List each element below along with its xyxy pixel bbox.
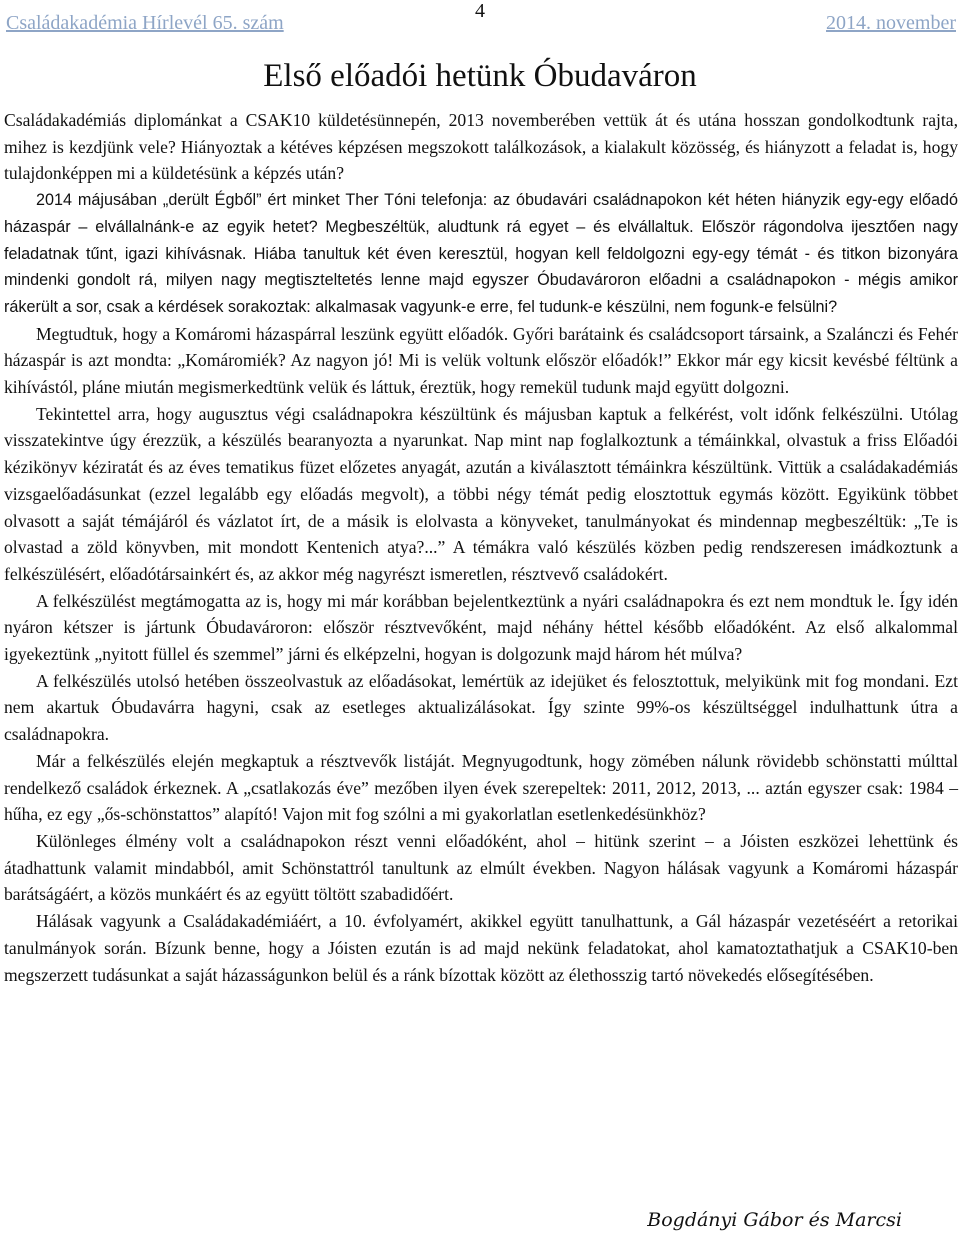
article-title: Első előadói hetünk Óbudaváron bbox=[263, 58, 697, 94]
paragraph-co-presenters: Megtudtuk, hogy a Komáromi házaspárral leszünk együtt előadók. Győri barátaink és családcsoport társaink, a Szalánczi és Fehér házaspár is azt mondta: „Komáromiék? Az nagyon jó! Mi is velük voltunk először előadók!” Ekkor már egy kicsit kevésbé féltünk a kihívástól, pláne miután megismerkedtünk velük és láttuk, éreztük, hogy remekül tudunk majd együtt dolgozni. bbox=[4, 323, 958, 398]
paragraph-invitation: 2014 májusában „derült Égből” ért minket Ther Tóni telefonja: az óbudavári családnapokon két héten hiányzik egy-egy előadó házaspár – elvállalnánk-e az egyik hetet? Megbeszéltük, aludtunk rá egyet – és elvállaltuk. Először rágondolva ijesztően nagy feladatnak tűnt, igazi kihívásnak. Hiába tanultuk két éven keresztül, hogyan kell feldolgozni egy-egy témát - és titkon bizonyára mindenki gondolt rá, milyen nagy megtiszteltetés lenne majd egyszer Óbudavároron előadni a családnapokon - mégis amikor rákerült a sor, csak a kérdések sorakoztak: alkalmasak vagyunk-e erre, fel tudunk-e készülni, nem fogunk-e felsülni? bbox=[4, 191, 958, 316]
article-body bbox=[4, 107, 958, 988]
paragraph-intro: Családakadémiás diplománkat a CSAK10 küldetésünnepén, 2013 novemberében vettük át és utána hosszan gondolkodtunk rajta, mihez is kezdjünk vele? Hiányoztak a kétéves képzésen megszokott találkozások, a kialakult közösség, és hiányzott a feladat is, hogy tulajdonképpen mi a küldetésünk a képzés után? bbox=[4, 110, 958, 184]
page-header bbox=[0, 0, 960, 38]
paragraph-participants: Már a felkészülés elején megkaptuk a résztvevők listáját. Megnyugodtunk, hogy zömében nálunk rövidebb schönstatti múlttal rendelkező családok érkeznek. A „csatlakozás éve” mezőben ilyen évek szerepeltek: 2011, 2012, 2013, ... aztán egyszer csak: 1984 – hűha, ez egy „ős-schönstattos” alapító! Vajon mit fog szólni a mi gyakorlatlan esetlenkedésünkhöz? bbox=[4, 750, 958, 825]
author-signature: Bogdányi Gábor és Marcsi bbox=[647, 1209, 902, 1231]
date-link[interactable]: 2014. november bbox=[826, 12, 956, 34]
paragraph-experience: Különleges élmény volt a családnapokon részt venni előadóként, ahol – hitünk szerint – a Jóisten eszközei lehettünk és átadhattunk valamit mindabból, amit Schönstattról tanultunk az elmúlt években. Nagyon hálásak vagyunk a Komáromi házaspár barátságáért, a közös munkáért és az együtt töltött szabadidőért. bbox=[4, 830, 958, 905]
publication-link[interactable]: Családakadémia Hírlevél 65. szám bbox=[6, 12, 284, 34]
paragraph-gratitude: Hálásak vagyunk a Családakadémiáért, a 10. évfolyamért, akikkel együtt tanulhattunk, a Gál házaspár vezetéséért a retorikai tanulmányok során. Bízunk benne, hogy a Jóisten ezután is ad majd nekünk feladatokat, ahol kamatoztathatjuk a CSAK10-ben megszerzett tudásunkat a saját házasságunkon belül és a ránk bízottak között az élethosszig tartó növekedés elősegítésében. bbox=[4, 911, 958, 985]
paragraph-preparation: Tekintettel arra, hogy augusztus végi családnapokra készültünk és májusban kaptuk a felkérést, volt időnk felkészülni. Utólag visszatekintve úgy érezzük, a készülés bearanyozta a nyarunkat. Nap mint nap foglalkoztunk a témáinkkal, olvastuk a friss Előadói kézikönyv kéziratát és az éves tematikus füzet előzetes anyagát, azután a kiválasztott témáinkra készültünk. Vittük a családakadémiás vizsgaelőadásunkat (ezzel legalább egy előadás megvolt), a többi négy témát pedig elosztottuk egymás között. Egyikünk többet olvasott a saját témájáról és vázlatot írt, de a másik is elolvasta a könyveket, tanulmányokat és mindennap megbeszéltük: „Te is olvastad a zöld könyvben, mit mondott Kentenich atya?...” A témákra való készülés közben pedig rendszeresen imádkoztunk a felkészülésért, előadótársainkért és, az akkor még nagyrészt ismeretlen, résztvevő családokért. bbox=[4, 403, 958, 584]
paragraph-final-week: A felkészülés utolsó hetében összeolvastuk az előadásokat, lemértük az idejüket és felosztottuk, melyikünk mit fog mondani. Ezt nem akartuk Óbudavárra hagyni, csak az esetleges aktualizálásokat. Így szinte 99%-os készültséggel indulhattunk útra a családnapokra. bbox=[4, 670, 958, 745]
paragraph-summer-visit: A felkészülést megtámogatta az is, hogy mi már korábban bejelentkeztünk a nyári családnapokra és ezt nem mondtuk le. Így idén nyáron kétszer is jártunk Óbudavároron: először résztvevőként, majd néhány héttel később előadóként. Az első alkalommal igyekeztünk „nyitott füllel és szemmel” járni és elképzelni, hogyan is dolgozunk majd három hét múlva? bbox=[4, 590, 958, 665]
page-number: 4 bbox=[475, 0, 485, 22]
